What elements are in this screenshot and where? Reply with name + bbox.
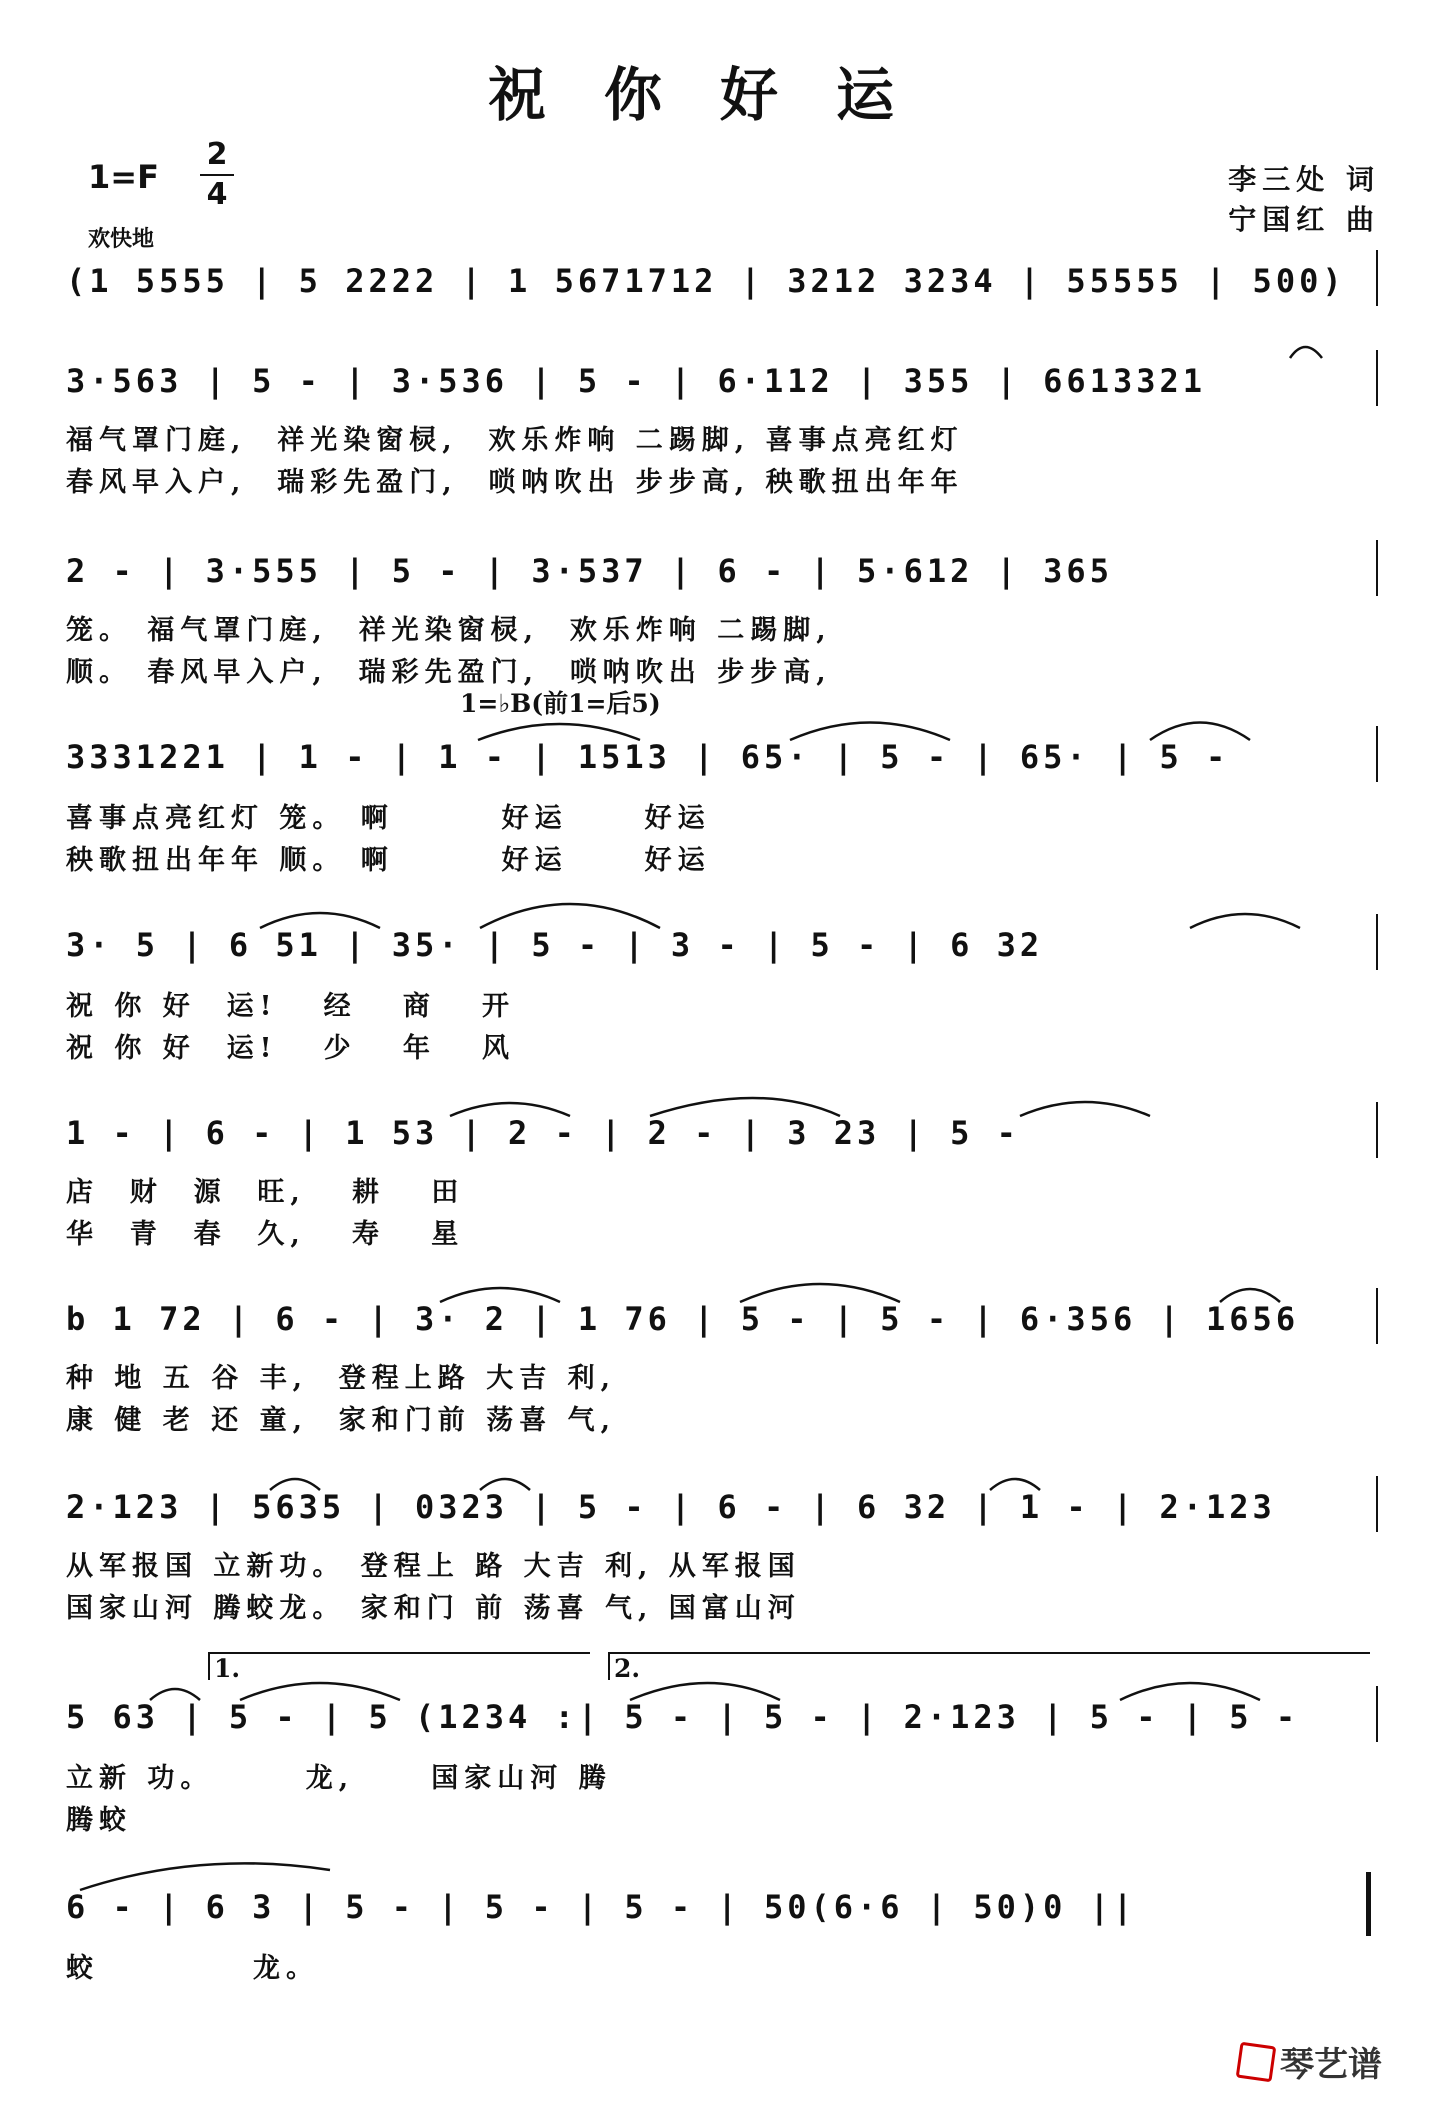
page-title: 祝你好运 — [487, 61, 952, 129]
slur — [440, 1288, 560, 1302]
logo-text: 琴艺谱 — [1280, 2045, 1382, 2085]
slur — [260, 913, 380, 928]
volta-label-2: 2. — [614, 1654, 641, 1683]
score-row-5-lyric-verse2: 祝 你 好 运! 少 年 风 — [66, 1033, 516, 1064]
score-row-3-lyric-verse2: 顺。 春风早入户, 瑞彩先盈门, 唢呐吹出 步步高, — [66, 657, 832, 688]
score-row-5-notes: 3· 5 | 6 51 | 35· | 5 - | 3 - | 5 - | 6 32 — [66, 926, 1044, 964]
score-row-10-lyric-verse1: 蛟 龙。 — [66, 1953, 319, 1984]
score-row-2-lyric-verse2: 春风早入户, 瑞彩先盈门, 唢呐吹出 步步高, 秧歌扭出年年 — [66, 467, 964, 498]
site-logo — [1238, 2037, 1382, 2086]
slur — [270, 1479, 320, 1490]
score-row-8-lyric-verse2: 国家山河 腾蛟龙。 家和门 前 荡喜 气, 国富山河 — [66, 1593, 801, 1624]
score-row-3-notes: 2 - | 3·555 | 5 - | 3·537 | 6 - | 5·612 | 365 — [66, 552, 1113, 590]
tempo-marking: 欢快地 — [88, 227, 155, 252]
slur — [1290, 347, 1322, 358]
slur — [1020, 1102, 1150, 1116]
slur — [450, 1103, 570, 1116]
score-row-8-notes: 2·123 | 5635 | 0323 | 5 - | 6 - | 6 32 | 1 - | 2·123 — [66, 1488, 1276, 1526]
score-row-5-lyric-verse1: 祝 你 好 运! 经 商 开 — [66, 991, 516, 1022]
score-row-9-notes: 5 63 | 5 - | 5 (1234 :| 5 - | 5 - | 2·123 | 5 - | 5 - — [66, 1698, 1300, 1736]
score-row-10-notes: 6 - | 6 3 | 5 - | 5 - | 5 - | 50(6·6 | 50)0 || — [66, 1888, 1137, 1926]
slur — [240, 1683, 400, 1700]
logo-mark-icon — [1236, 2041, 1277, 2082]
score-row-7-lyric-verse2: 康 健 老 还 童, 家和门前 荡喜 气, — [66, 1405, 616, 1436]
score-row-3-lyric-verse1: 笼。 福气罩门庭, 祥光染窗棂, 欢乐炸响 二踢脚, — [66, 615, 832, 646]
slur — [1190, 914, 1300, 928]
slur — [80, 1863, 330, 1890]
time-signature-bottom: 4 — [206, 177, 228, 212]
slur — [790, 723, 950, 741]
score-row-9-lyric-verse2: 腾蛟 — [66, 1805, 132, 1836]
time-signature-top: 2 — [206, 137, 228, 172]
slur — [990, 1479, 1040, 1490]
slur — [150, 1689, 200, 1700]
slur — [480, 904, 660, 928]
slur — [478, 724, 640, 740]
slur — [480, 1479, 530, 1490]
lyricist-credit: 李三处 词 — [1228, 163, 1380, 196]
slur — [1150, 723, 1250, 741]
score-row-7-lyric-verse1: 种 地 五 谷 丰, 登程上路 大吉 利, — [66, 1363, 616, 1394]
score-row-2-lyric-verse1: 福气罩门庭, 祥光染窗棂, 欢乐炸响 二踢脚, 喜事点亮红灯 — [66, 425, 964, 456]
score-row-9-lyric-verse1: 立新 功。 龙, 国家山河 腾 — [66, 1763, 612, 1794]
slur — [1220, 1289, 1280, 1302]
score-row-4-lyric-verse2: 秧歌扭出年年 顺。 啊 好运 好运 — [66, 845, 711, 876]
modulation-marking: 1=♭B(前1=后5) — [460, 689, 661, 718]
slur — [630, 1683, 780, 1700]
score-row-2-notes: 3·563 | 5 - | 3·536 | 5 - | 6·112 | 355 | 6613321 — [66, 362, 1207, 400]
score-row-8-lyric-verse1: 从军报国 立新功。 登程上 路 大吉 利, 从军报国 — [66, 1551, 801, 1582]
score-row-4-notes: 3331221 | 1 - | 1 - | 1513 | 65· | 5 - | 65· | 5 - — [66, 738, 1230, 776]
key-signature: 1=F — [88, 158, 159, 196]
score-row-6-lyric-verse1: 店 财 源 旺, 耕 田 — [66, 1177, 465, 1208]
slur — [650, 1098, 840, 1116]
score-row-6-lyric-verse2: 华 青 春 久, 寿 星 — [66, 1219, 465, 1250]
slur — [1120, 1683, 1260, 1700]
composer-credit: 宁国红 曲 — [1228, 203, 1380, 236]
slur — [740, 1284, 900, 1302]
score-row-6-notes: 1 - | 6 - | 1 53 | 2 - | 2 - | 3 23 | 5 - — [66, 1114, 1020, 1152]
score-row-4-lyric-verse1: 喜事点亮红灯 笼。 啊 好运 好运 — [66, 803, 711, 834]
volta-label-1: 1. — [214, 1654, 241, 1683]
score-row-1-notes: (1 5555 | 5 2222 | 1 5671712 | 3212 3234 | 55555 | 500) — [66, 262, 1346, 300]
score-row-7-notes: b 1 72 | 6 - | 3· 2 | 1 76 | 5 - | 5 - | 6·356 | 1656 — [66, 1300, 1300, 1338]
